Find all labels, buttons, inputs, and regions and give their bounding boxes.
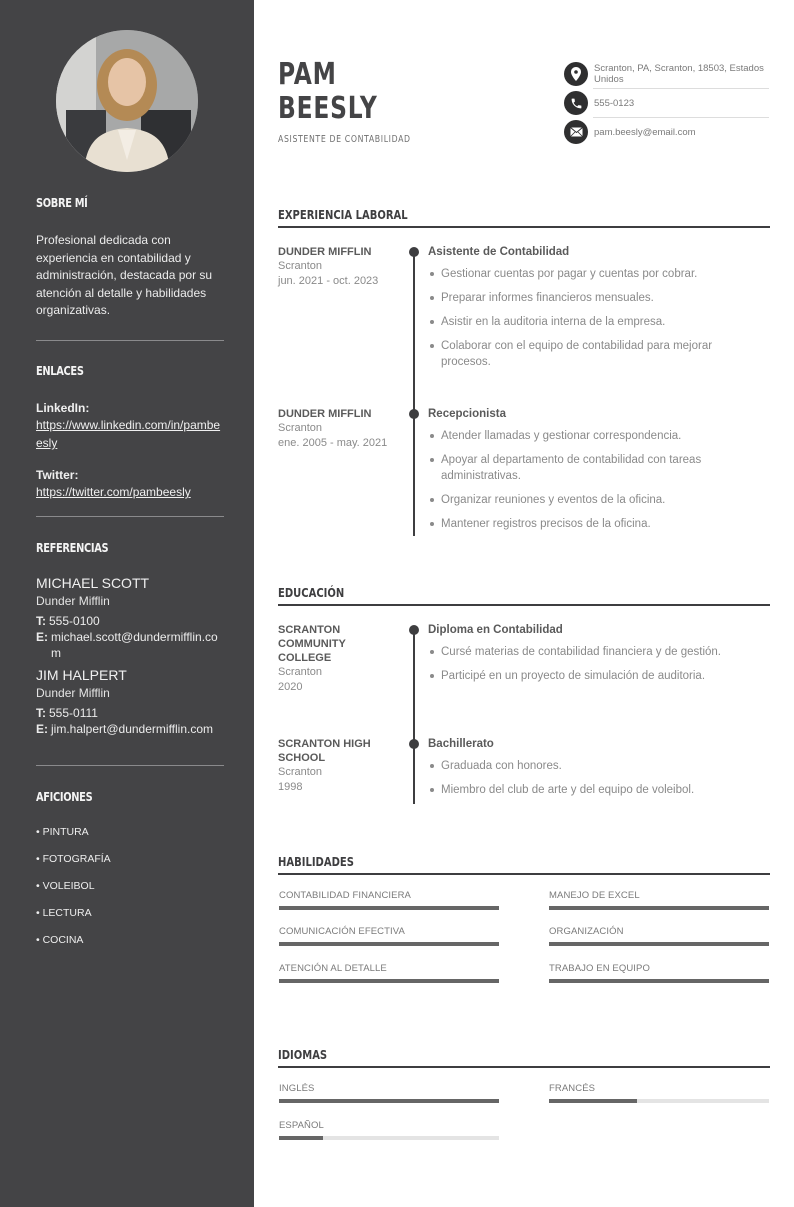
degree-title: Bachillerato bbox=[428, 738, 494, 750]
hobby-item: • LECTURA bbox=[36, 907, 92, 919]
reference-company: Dunder Mifflin bbox=[36, 594, 110, 608]
divider bbox=[36, 516, 224, 517]
about-section bbox=[36, 196, 224, 320]
language-item bbox=[279, 1120, 499, 1140]
section-rule bbox=[278, 1066, 770, 1068]
language-item bbox=[549, 1083, 769, 1103]
bullet-item: Organizar reuniones y eventos de la oficina. bbox=[428, 492, 758, 508]
bullet-item: Atender llamadas y gestionar correspondencia. bbox=[428, 428, 758, 444]
bullet-item: Mantener registros precisos de la oficina. bbox=[428, 516, 758, 532]
experience-item-detail bbox=[428, 407, 758, 540]
skill-item bbox=[549, 963, 769, 983]
year: 1998 bbox=[278, 780, 303, 793]
twitter-link[interactable]: https://twitter.com/pambeesly bbox=[36, 485, 191, 499]
divider bbox=[36, 765, 224, 766]
reference-phone bbox=[36, 613, 224, 629]
phone-value: 555-0111 bbox=[49, 706, 98, 720]
envelope-icon bbox=[564, 120, 588, 144]
divider bbox=[593, 117, 769, 118]
email-value: jim.halpert@dundermifflin.com bbox=[51, 722, 214, 736]
company-name: DUNDER MIFFLIN bbox=[278, 246, 372, 258]
address-text: Scranton, PA, Scranton, 18503, Estados Unidos bbox=[594, 63, 764, 85]
references-title: REFERENCIAS bbox=[36, 541, 109, 555]
language-bar bbox=[279, 1136, 499, 1140]
phone-value: 555-0100 bbox=[49, 614, 100, 628]
reference-name: JIM HALPERT bbox=[36, 667, 127, 683]
timeline-line bbox=[413, 628, 415, 804]
education-item-meta bbox=[278, 737, 378, 794]
languages-title: IDIOMAS bbox=[278, 1047, 328, 1062]
language-bar bbox=[549, 1099, 769, 1103]
phone-prefix: T: bbox=[36, 614, 46, 628]
contact-address bbox=[564, 62, 769, 86]
sidebar bbox=[0, 0, 254, 1207]
location-pin-icon bbox=[564, 62, 588, 86]
hobbies-list bbox=[36, 825, 224, 960]
skill-name: TRABAJO EN EQUIPO bbox=[549, 963, 650, 974]
language-name: INGLÉS bbox=[279, 1083, 315, 1094]
hobby-item: • FOTOGRAFÍA bbox=[36, 853, 111, 865]
bullet-list bbox=[428, 266, 758, 370]
reference-email bbox=[36, 721, 224, 737]
hobby-item: • COCINA bbox=[36, 934, 84, 946]
contact-email bbox=[564, 120, 769, 144]
email-prefix: E: bbox=[36, 630, 48, 644]
link-label: Twitter: bbox=[36, 468, 79, 482]
location: Scranton bbox=[278, 766, 323, 778]
profile-photo bbox=[56, 30, 198, 172]
skill-item bbox=[279, 926, 499, 946]
dates: jun. 2021 - oct. 2023 bbox=[278, 274, 379, 287]
bullet-item: Apoyar al departamento de contabilidad con tareas administrativas. bbox=[428, 452, 758, 484]
contact-phone bbox=[564, 91, 769, 115]
skill-bar bbox=[279, 979, 499, 983]
divider bbox=[593, 88, 769, 89]
email-prefix: E: bbox=[36, 722, 48, 736]
reference-company: Dunder Mifflin bbox=[36, 686, 110, 700]
section-rule bbox=[278, 873, 770, 875]
bullet-list bbox=[428, 644, 758, 684]
skill-item bbox=[279, 890, 499, 910]
education-title: EDUCACIÓN bbox=[278, 585, 345, 600]
experience-title: EXPERIENCIA LABORAL bbox=[278, 207, 408, 222]
bullet-list bbox=[428, 428, 758, 532]
bullet-item: Gestionar cuentas por pagar y cuentas por cobrar. bbox=[428, 266, 758, 282]
about-text: Profesional dedicada con experiencia en contabilidad y administración, destacada por su atención al detalle y habilidades organizativas. bbox=[36, 233, 213, 317]
phone-text: 555-0123 bbox=[594, 97, 635, 109]
job-title: ASISTENTE DE CONTABILIDAD bbox=[278, 134, 411, 145]
divider bbox=[36, 340, 224, 341]
hobby-item: • PINTURA bbox=[36, 826, 89, 838]
skill-bar bbox=[279, 906, 499, 910]
section-rule bbox=[278, 226, 770, 228]
bullet-item: Graduada con honores. bbox=[428, 758, 758, 774]
person-portrait-icon bbox=[56, 30, 198, 172]
bullet-item: Participé en un proyecto de simulación de auditoria. bbox=[428, 668, 758, 684]
skills-title: HABILIDADES bbox=[278, 854, 354, 869]
education-item-meta bbox=[278, 623, 378, 694]
bullet-item: Asistir en la auditoria interna de la empresa. bbox=[428, 314, 758, 330]
phone-prefix: T: bbox=[36, 706, 46, 720]
hobby-item: • VOLEIBOL bbox=[36, 880, 95, 892]
dates: ene. 2005 - may. 2021 bbox=[278, 436, 388, 449]
location: Scranton bbox=[278, 422, 323, 434]
hobbies-section bbox=[36, 790, 224, 960]
timeline-line bbox=[413, 250, 415, 536]
skill-name: ATENCIÓN AL DETALLE bbox=[279, 963, 387, 974]
language-bar bbox=[279, 1099, 499, 1103]
role-title: Asistente de Contabilidad bbox=[428, 246, 570, 258]
candidate-name bbox=[278, 58, 378, 126]
reference-email bbox=[36, 629, 224, 661]
link-label: LinkedIn: bbox=[36, 401, 90, 415]
skill-name: CONTABILIDAD FINANCIERA bbox=[279, 890, 411, 901]
phone-icon bbox=[564, 91, 588, 115]
timeline-dot bbox=[409, 739, 419, 749]
role-title: Recepcionista bbox=[428, 408, 506, 420]
experience-item-meta bbox=[278, 245, 396, 288]
link-twitter bbox=[36, 467, 224, 501]
skill-bar bbox=[549, 906, 769, 910]
school-name: SCRANTON HIGH SCHOOL bbox=[278, 738, 371, 764]
experience-item-detail bbox=[428, 245, 758, 378]
year: 2020 bbox=[278, 680, 303, 693]
last-name: BEESLY bbox=[278, 91, 378, 126]
language-item bbox=[279, 1083, 499, 1103]
skill-name: MANEJO DE EXCEL bbox=[549, 890, 640, 901]
skill-item bbox=[549, 926, 769, 946]
bullet-list bbox=[428, 758, 758, 798]
timeline-dot bbox=[409, 625, 419, 635]
education-item-detail bbox=[428, 737, 758, 806]
reference-phone bbox=[36, 705, 224, 721]
language-name: FRANCÉS bbox=[549, 1083, 596, 1094]
language-name: ESPAÑOL bbox=[279, 1120, 324, 1131]
reference-item bbox=[36, 574, 224, 661]
email-link[interactable]: pam.beesly@email.com bbox=[594, 126, 696, 138]
links-section bbox=[36, 364, 224, 501]
bullet-item: Preparar informes financieros mensuales. bbox=[428, 290, 758, 306]
linkedin-link[interactable]: https://www.linkedin.com/in/pambeesly bbox=[36, 418, 221, 450]
link-linkedin bbox=[36, 400, 224, 452]
skill-item bbox=[549, 890, 769, 910]
section-rule bbox=[278, 604, 770, 606]
location: Scranton bbox=[278, 666, 323, 678]
references-section bbox=[36, 541, 224, 737]
timeline-dot bbox=[409, 247, 419, 257]
about-title: SOBRE MÍ bbox=[36, 196, 88, 210]
links-title: ENLACES bbox=[36, 364, 84, 378]
company-name: DUNDER MIFFLIN bbox=[278, 408, 372, 420]
skill-bar bbox=[549, 979, 769, 983]
bullet-item: Colaborar con el equipo de contabilidad para mejorar procesos. bbox=[428, 338, 758, 370]
timeline-dot bbox=[409, 409, 419, 419]
email-value: michael.scott@dundermifflin.com bbox=[51, 630, 218, 660]
school-name: SCRANTON COMMUNITY COLLEGE bbox=[278, 624, 346, 664]
skill-item bbox=[279, 963, 499, 983]
bullet-item: Miembro del club de arte y del equipo de voleibol. bbox=[428, 782, 758, 798]
degree-title: Diploma en Contabilidad bbox=[428, 624, 563, 636]
reference-name: MICHAEL SCOTT bbox=[36, 575, 150, 591]
hobbies-title: AFICIONES bbox=[36, 790, 93, 804]
skill-bar bbox=[279, 942, 499, 946]
reference-item bbox=[36, 666, 224, 737]
skill-name: ORGANIZACIÓN bbox=[549, 926, 624, 937]
skill-name: COMUNICACIÓN EFECTIVA bbox=[279, 926, 405, 937]
first-name: PAM bbox=[278, 57, 337, 92]
bullet-item: Cursé materias de contabilidad financiera y de gestión. bbox=[428, 644, 758, 660]
experience-item-meta bbox=[278, 407, 396, 450]
education-item-detail bbox=[428, 623, 758, 692]
skill-bar bbox=[549, 942, 769, 946]
location: Scranton bbox=[278, 260, 323, 272]
